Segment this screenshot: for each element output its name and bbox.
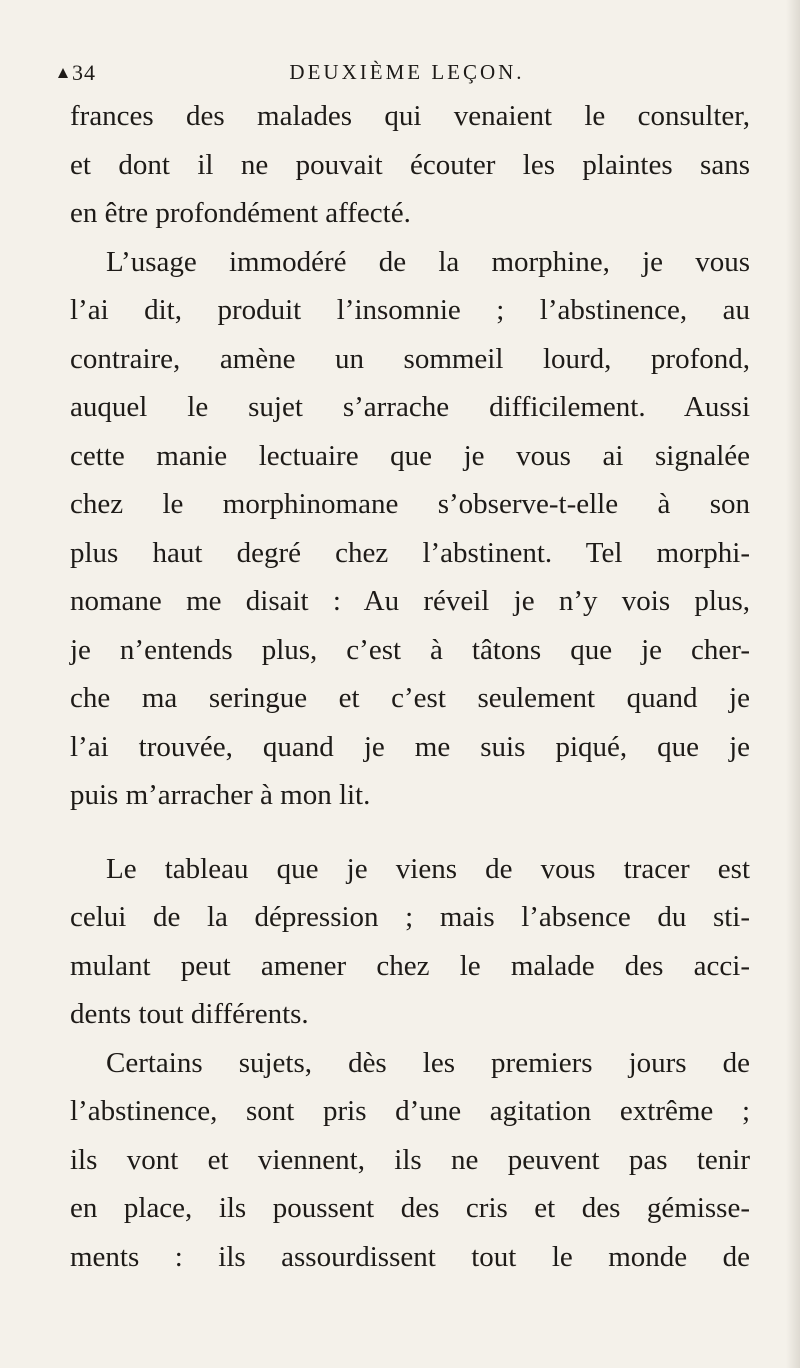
text-line: Le tableau que je viens de vous tracer est [106,852,750,885]
text-line: cette manie lectuaire que je vous ai signalée [70,439,750,472]
text-line: auquel le sujet s’arrache difficilement. Aussi [70,391,750,423]
text-line: L’usage immodéré de la morphine, je vous [106,245,750,278]
text-line: l’ai dit, produit l’insomnie ; l’abstinence, au [70,294,750,326]
running-title: DEUXIÈME LEÇON. [289,60,525,84]
page-number: 34 [72,60,96,85]
text-line: celui de la dépression ; mais l’absence du sti- [70,901,750,933]
paragraph [70,1039,750,1282]
text-line: ils vont et viennent, ils ne peuvent pas tenir [70,1143,750,1176]
running-head [62,60,752,90]
text-line: Certains sujets, dès les premiers jours de [106,1046,750,1079]
text-line: en être profondément affecté. [70,197,411,229]
text-line: je n’entends plus, c’est à tâtons que je cher- [70,633,750,666]
paragraph [70,238,750,820]
text-line: mulant peut amener chez le malade des acci- [70,949,750,982]
body-text [70,92,750,1281]
text-line: contraire, amène un sommeil lourd, profond, [70,342,750,375]
text-line: dents tout différents. [70,998,309,1030]
text-line: plus haut degré chez l’abstinent. Tel morphi- [70,536,750,569]
text-line: che ma seringue et c’est seulement quand je [70,682,750,714]
text-line: l’ai trouvée, quand je me suis piqué, que je [70,730,750,763]
page-edge-shadow [786,0,800,1368]
paragraph [70,845,750,1039]
paragraph [70,92,750,238]
text-line: et dont il ne pouvait écouter les plaintes sans [70,148,750,181]
text-line: chez le morphinomane s’observe-t-elle à son [70,488,750,520]
paragraph-spacer [70,820,750,845]
text-line: l’abstinence, sont pris d’une agitation extrême ; [70,1095,750,1127]
text-line: en place, ils poussent des cris et des gémisse- [70,1192,750,1224]
text-line: ments : ils assourdissent tout le monde de [70,1240,750,1273]
text-line: puis m’arracher à mon lit. [70,779,371,811]
text-line: nomane me disait : Au réveil je n’y vois plus, [70,585,750,617]
text-line: frances des malades qui venaient le consulter, [70,100,750,132]
